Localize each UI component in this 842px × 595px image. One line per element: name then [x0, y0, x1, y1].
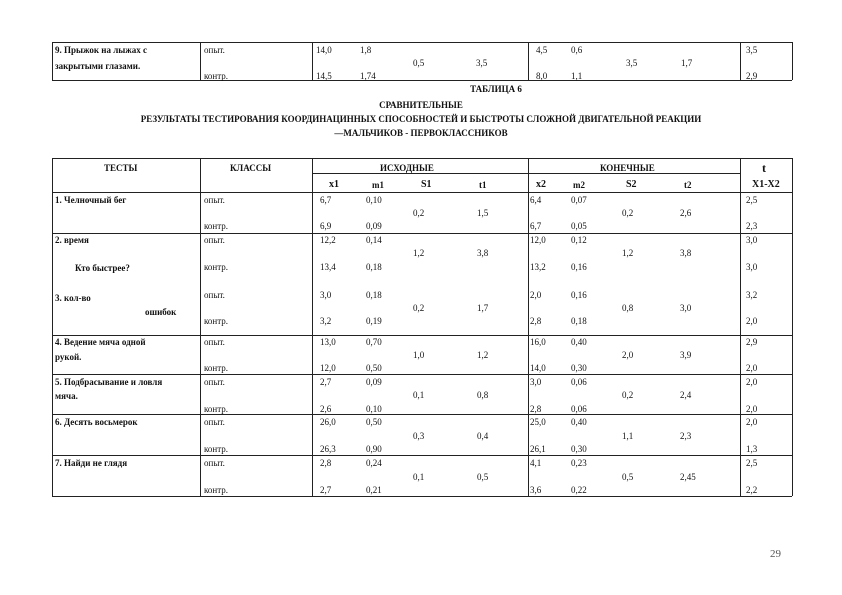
class-kontr: контр. — [204, 363, 229, 373]
t2-value: 2,6 — [680, 208, 692, 218]
heading-line2: РЕЗУЛЬТАТЫ ТЕСТИРОВАНИЯ КООРДИНАЦИННЫХ СПОСОБНОСТЕЙ И БЫСТРОТЫ СЛОЖНОЙ ДВИГАТЕЛЬНОЙ РЕАКЦИИ — [140, 114, 702, 124]
s2-value: 1,2 — [622, 248, 634, 258]
s2-value: 0,2 — [622, 208, 634, 218]
col-final: КОНЕЧНЫЕ — [600, 163, 655, 173]
m2-kontr: 0,18 — [571, 316, 587, 326]
m2-opyt: 0,6 — [571, 45, 583, 55]
t-opyt: 3,2 — [746, 290, 758, 300]
s2-value: 1,1 — [622, 431, 634, 441]
t2-value: 3,9 — [680, 350, 692, 360]
s2-value: 0,8 — [622, 303, 634, 313]
t1-value: 0,4 — [477, 431, 489, 441]
m2-opyt: 0,23 — [571, 458, 587, 468]
s2-value: 0,2 — [622, 390, 634, 400]
col-tests: ТЕСТЫ — [104, 163, 138, 173]
m1-kontr: 0,50 — [366, 363, 382, 373]
t-opyt: 2,5 — [746, 195, 758, 205]
col-t2: t2 — [684, 180, 692, 190]
x2-kontr: 13,2 — [530, 262, 546, 272]
test-name: 4. Ведение мяча одной — [55, 337, 146, 347]
test-name: мяча. — [55, 391, 78, 401]
col-x2: x2 — [536, 179, 546, 190]
col-initial: ИСХОДНЫЕ — [380, 163, 434, 173]
class-kontr: контр. — [204, 262, 229, 272]
m2-opyt: 0,07 — [571, 195, 587, 205]
test-name: 5. Подбрасывание и ловля — [55, 377, 163, 387]
m1-kontr: 0,18 — [366, 262, 382, 272]
s1-value: 0,1 — [413, 472, 425, 482]
m1-kontr: 1,74 — [360, 71, 376, 81]
m1-opyt: 0,14 — [366, 235, 382, 245]
col-t: t — [762, 161, 766, 175]
s1-value: 0,2 — [413, 208, 425, 218]
s1-value: 1,0 — [413, 350, 425, 360]
t-kontr: 3,0 — [746, 262, 758, 272]
t-opyt: 2,0 — [746, 417, 758, 427]
t-kontr: 2,9 — [746, 71, 758, 81]
col-x1: x1 — [329, 179, 339, 190]
x1-opyt: 14,0 — [316, 45, 332, 55]
class-kontr: контр. — [204, 221, 229, 231]
t2-value: 2,45 — [680, 472, 696, 482]
class-opyt: опыт. — [204, 235, 225, 245]
m1-kontr: 0,19 — [366, 316, 382, 326]
col-s2: S2 — [626, 179, 637, 190]
class-kontr: контр. — [204, 444, 229, 454]
m2-kontr: 0,30 — [571, 444, 587, 454]
test-name: 2. время — [55, 235, 89, 245]
t2-value: 2,3 — [680, 431, 692, 441]
t-opyt: 3,0 — [746, 235, 758, 245]
m1-kontr: 0,10 — [366, 404, 382, 414]
x1-kontr: 6,9 — [320, 221, 332, 231]
t2-value: 3,8 — [680, 248, 692, 258]
x2-opyt: 25,0 — [530, 417, 546, 427]
row9-name-line2: закрытыми глазами. — [55, 61, 141, 71]
x1-opyt: 2,7 — [320, 377, 332, 387]
m1-opyt: 0,70 — [366, 337, 382, 347]
t-opyt: 3,5 — [746, 45, 758, 55]
x1-kontr: 2,7 — [320, 485, 332, 495]
x1-kontr: 3,2 — [320, 316, 332, 326]
x1-kontr: 13,4 — [320, 262, 336, 272]
col-x1x2: X1-X2 — [752, 179, 780, 190]
m1-kontr: 0,21 — [366, 485, 382, 495]
m2-kontr: 1,1 — [571, 71, 583, 81]
x2-kontr: 14,0 — [530, 363, 546, 373]
t1-value: 0,5 — [477, 472, 489, 482]
t-opyt: 2,5 — [746, 458, 758, 468]
m1-opyt: 0,24 — [366, 458, 382, 468]
class-kontr: контр. — [204, 485, 229, 495]
class-kontr: контр. — [204, 316, 229, 326]
row9-name-line1: 9. Прыжок на лыжах с — [55, 45, 148, 55]
m2-opyt: 0,40 — [571, 337, 587, 347]
t1-value: 3,8 — [477, 248, 489, 258]
x2-opyt: 16,0 — [530, 337, 546, 347]
m2-opyt: 0,12 — [571, 235, 587, 245]
col-s1: S1 — [421, 179, 432, 190]
t-kontr: 2,2 — [746, 485, 758, 495]
m2-opyt: 0,40 — [571, 417, 587, 427]
x2-opyt: 4,5 — [536, 45, 548, 55]
m1-kontr: 0,90 — [366, 444, 382, 454]
test-name: 3. кол-во — [55, 293, 91, 303]
x1-opyt: 2,8 — [320, 458, 332, 468]
x1-kontr: 2,6 — [320, 404, 332, 414]
heading-line3: —МАЛЬЧИКОВ - ПЕРВОКЛАССНИКОВ — [334, 128, 508, 138]
x1-opyt: 6,7 — [320, 195, 332, 205]
class-opyt: опыт. — [204, 417, 225, 427]
t1-value: 1,2 — [477, 350, 489, 360]
t-kontr: 2,0 — [746, 363, 758, 373]
t1-value: 1,5 — [477, 208, 489, 218]
x2-kontr: 2,8 — [530, 316, 542, 326]
page-number: 29 — [770, 548, 781, 560]
x1-opyt: 12,2 — [320, 235, 336, 245]
class-kontr: контр. — [204, 404, 229, 414]
t1-value: 0,8 — [477, 390, 489, 400]
x2-opyt: 3,0 — [530, 377, 542, 387]
t-opyt: 2,0 — [746, 377, 758, 387]
x2-opyt: 2,0 — [530, 290, 542, 300]
x1-kontr: 12,0 — [320, 363, 336, 373]
x2-opyt: 4,1 — [530, 458, 542, 468]
t-kontr: 2,3 — [746, 221, 758, 231]
m2-kontr: 0,05 — [571, 221, 587, 231]
t1-value: 1,7 — [477, 303, 489, 313]
s1: 0,5 — [413, 58, 425, 68]
m1-opyt: 0,09 — [366, 377, 382, 387]
class-kontr: контр. — [204, 71, 229, 81]
t2-value: 2,4 — [680, 390, 692, 400]
s1-value: 0,1 — [413, 390, 425, 400]
m1-opyt: 0,18 — [366, 290, 382, 300]
s2-value: 0,5 — [622, 472, 634, 482]
m2-opyt: 0,16 — [571, 290, 587, 300]
x2-opyt: 12,0 — [530, 235, 546, 245]
class-opyt: опыт. — [204, 377, 225, 387]
m2-kontr: 0,30 — [571, 363, 587, 373]
s2: 3,5 — [626, 58, 638, 68]
x1-opyt: 26,0 — [320, 417, 336, 427]
class-opyt: опыт. — [204, 45, 225, 55]
m1-kontr: 0,09 — [366, 221, 382, 231]
test-name: 7. Найди не глядя — [55, 458, 128, 468]
t-opyt: 2,9 — [746, 337, 758, 347]
x2-kontr: 3,6 — [530, 485, 542, 495]
test-name: рукой. — [55, 352, 82, 362]
s2-value: 2,0 — [622, 350, 634, 360]
s1-value: 0,3 — [413, 431, 425, 441]
m2-opyt: 0,06 — [571, 377, 587, 387]
test-name: ошибок — [145, 307, 177, 317]
x1-opyt: 13,0 — [320, 337, 336, 347]
t2-value: 3,0 — [680, 303, 692, 313]
col-t1: t1 — [479, 180, 487, 190]
t2: 1,7 — [681, 58, 693, 68]
test-name: 1. Челночный бег — [55, 195, 127, 205]
s1-value: 1,2 — [413, 248, 425, 258]
class-opyt: опыт. — [204, 195, 225, 205]
test-name: Кто быстрее? — [75, 263, 130, 273]
table-number: ТАБЛИЦА 6 — [470, 84, 522, 94]
class-opyt: опыт. — [204, 458, 225, 468]
x2-kontr: 2,8 — [530, 404, 542, 414]
class-opyt: опыт. — [204, 337, 225, 347]
x2-kontr: 26,1 — [530, 444, 546, 454]
s1-value: 0,2 — [413, 303, 425, 313]
t-kontr: 2,0 — [746, 316, 758, 326]
m2-kontr: 0,22 — [571, 485, 587, 495]
m1-opyt: 1,8 — [360, 45, 372, 55]
x2-opyt: 6,4 — [530, 195, 542, 205]
test-name: 6. Десять восьмерок — [55, 417, 138, 427]
x1-opyt: 3,0 — [320, 290, 332, 300]
m2-kontr: 0,06 — [571, 404, 587, 414]
t-kontr: 1,3 — [746, 444, 758, 454]
col-classes: КЛАССЫ — [230, 163, 272, 173]
m1-opyt: 0,50 — [366, 417, 382, 427]
x1-kontr: 26,3 — [320, 444, 336, 454]
m1-opyt: 0,10 — [366, 195, 382, 205]
x2-kontr: 8,0 — [536, 71, 548, 81]
class-opyt: опыт. — [204, 290, 225, 300]
t-kontr: 2,0 — [746, 404, 758, 414]
col-m2: m2 — [573, 180, 585, 190]
heading-line1: СРАВНИТЕЛЬНЫЕ — [379, 100, 463, 110]
x2-kontr: 6,7 — [530, 221, 542, 231]
x1-kontr: 14,5 — [316, 71, 332, 81]
t1: 3,5 — [476, 58, 488, 68]
m2-kontr: 0,16 — [571, 262, 587, 272]
col-m1: m1 — [372, 180, 384, 190]
